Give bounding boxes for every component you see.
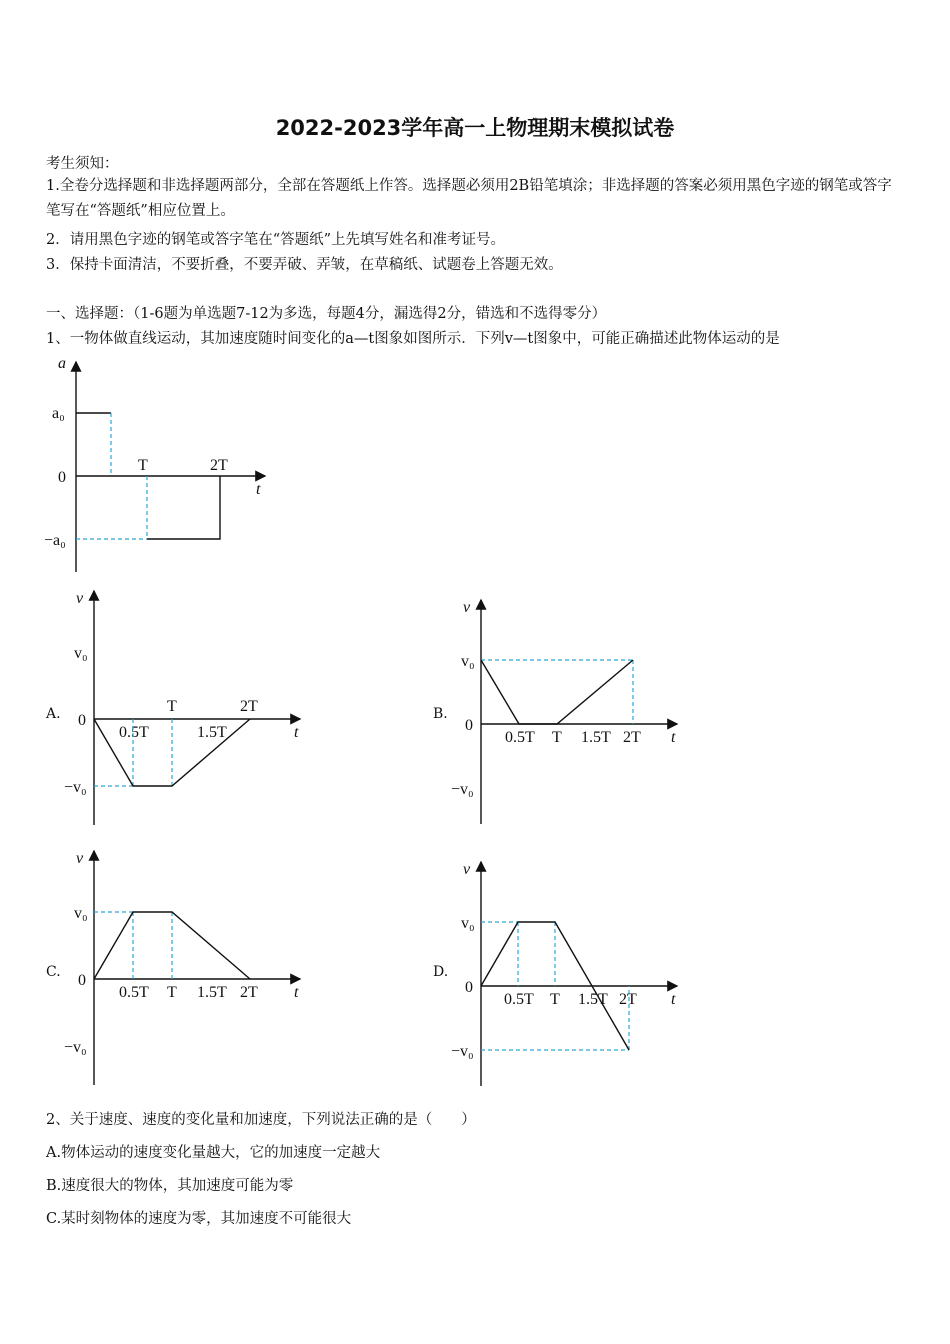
at-axis-t-label: t: [256, 481, 261, 498]
tick-label-1_5T: 1.5T: [197, 724, 227, 741]
option-d-letter: D.: [433, 964, 449, 980]
at-T-label: T: [138, 457, 148, 474]
at-neg-a0-label: −a₀: [44, 532, 66, 549]
neg-v0-tick-label: −v₀: [451, 1043, 474, 1060]
t-axis-label: t: [294, 724, 299, 741]
question-1-stem: 1、一物体做直线运动，其加速度随时间变化的a—t图象如图所示．下列v—t图象中，可能正确描述此物体运动的是: [46, 331, 780, 347]
notice-item-2: 2．请用黑色字迹的钢笔或答字笔在“答题纸”上先填写姓名和准考证号。: [46, 232, 506, 248]
t-axis-label: t: [671, 729, 676, 746]
at-zero-label: 0: [58, 469, 66, 486]
at-a0-label: a₀: [52, 405, 65, 422]
v0-tick-label: v₀: [461, 915, 475, 932]
neg-v0-tick-label: −v₀: [64, 779, 87, 796]
question-2-option-b: B.速度很大的物体，其加速度可能为零: [46, 1178, 294, 1194]
vt-graph-a: [50, 585, 320, 830]
tick-label-T: T: [167, 984, 177, 1001]
section-heading: 一、选择题：（1-6题为单选题7-12为多选，每题4分，漏选得2分，错选和不选得零分）: [46, 306, 607, 322]
notice-item-3: 3．保持卡面清洁，不要折叠，不要弄破、弄皱，在草稿纸、试题卷上答题无效。: [46, 257, 563, 273]
origin-label: 0: [465, 717, 473, 734]
v-axis-label: v: [76, 850, 84, 867]
tick-label-2T: 2T: [623, 729, 641, 746]
notice-heading: 考生须知：: [46, 156, 119, 172]
origin-label: 0: [78, 712, 86, 729]
tick-label-2T: 2T: [619, 991, 637, 1008]
v-axis-label: v: [76, 590, 84, 607]
tick-label-1_5T: 1.5T: [197, 984, 227, 1001]
question-2-option-a: A.物体运动的速度变化量越大，它的加速度一定越大: [46, 1145, 381, 1161]
vt-curve: [481, 660, 633, 724]
question-2-option-c: C.某时刻物体的速度为零，其加速度不可能很大: [46, 1211, 352, 1227]
v0-tick-label: v₀: [461, 653, 475, 670]
at-axis-a-label: a: [58, 355, 66, 372]
tick-label-2T: 2T: [240, 984, 258, 1001]
option-b-letter: B.: [433, 706, 448, 722]
question-2-stem: 2、关于速度、速度的变化量和加速度，下列说法正确的是（ ）: [46, 1112, 476, 1128]
vt-graph-b: [437, 596, 707, 826]
vt-graph-d: [437, 856, 707, 1091]
tick-label-T: T: [550, 991, 560, 1008]
tick-label-T: T: [552, 729, 562, 746]
v0-tick-label: v₀: [74, 905, 88, 922]
tick-label-0_5T: 0.5T: [504, 991, 534, 1008]
option-c-letter: C.: [46, 964, 61, 980]
t-axis-label: t: [294, 984, 299, 1001]
tick-label-0_5T: 0.5T: [119, 724, 149, 741]
tick-label-T: T: [167, 698, 177, 715]
origin-label: 0: [465, 979, 473, 996]
v0-tick-label: v₀: [74, 645, 88, 662]
origin-label: 0: [78, 972, 86, 989]
tick-label-0_5T: 0.5T: [505, 729, 535, 746]
option-a-letter: A.: [46, 706, 61, 722]
neg-v0-tick-label: −v₀: [451, 781, 474, 798]
v-axis-label: v: [463, 599, 471, 616]
tick-label-0_5T: 0.5T: [119, 984, 149, 1001]
exam-title: 2022-2023学年高一上物理期末模拟试卷: [275, 116, 675, 140]
tick-label-2T: 2T: [240, 698, 258, 715]
v-axis-label: v: [463, 861, 471, 878]
tick-label-1_5T: 1.5T: [578, 991, 608, 1008]
at-graph: [40, 350, 280, 580]
at-2T-label: 2T: [210, 457, 228, 474]
at-curve-negative: [147, 476, 220, 539]
tick-label-1_5T: 1.5T: [581, 729, 611, 746]
vt-graph-c: [50, 845, 320, 1090]
notice-item-1: 1.全卷分选择题和非选择题两部分，全部在答题纸上作答。选择题必须用2B铅笔填涂；非选择题的答案必须用黑色字迹的钢笔或答字笔写在“答题纸”相应位置上。: [46, 178, 892, 219]
t-axis-label: t: [671, 991, 676, 1008]
neg-v0-tick-label: −v₀: [64, 1039, 87, 1056]
